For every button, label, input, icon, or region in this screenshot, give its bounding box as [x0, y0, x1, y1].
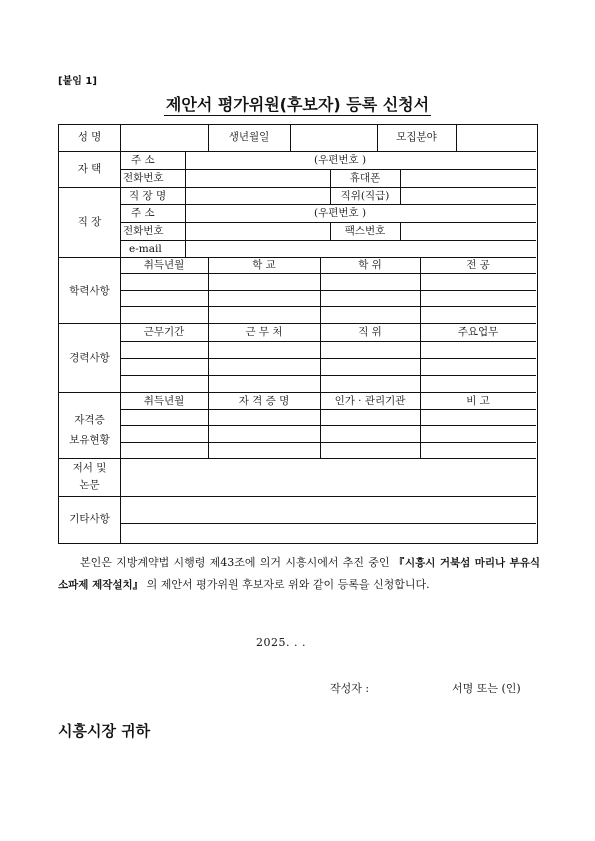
career-workplace-header: 근 무 처: [245, 326, 283, 338]
work-zip-code[interactable]: (우편번호 ): [314, 207, 367, 219]
birth-field[interactable]: [290, 125, 377, 151]
position-label: 직위(직급): [340, 190, 390, 202]
cert-note-header: 비 고: [466, 395, 490, 407]
work-label: 직 장: [77, 216, 102, 228]
cert-name-header: 자 격 증 명: [238, 395, 290, 407]
email-label: e-mail: [129, 243, 162, 255]
career-label: 경력사항: [69, 352, 110, 364]
company-label: 직 장 명: [129, 190, 167, 202]
career-position-header: 직 위: [358, 326, 382, 338]
edu-school-header: 학 교: [252, 259, 276, 271]
home-zip-code[interactable]: (우편번호 ): [314, 154, 367, 166]
signature-label: 서명 또는 (인): [452, 682, 521, 695]
education-label: 학력사항: [69, 285, 110, 297]
edu-year-header: 취득년월: [143, 259, 185, 271]
home-label: 자 택: [77, 163, 102, 175]
name-field[interactable]: [120, 125, 208, 151]
field-input[interactable]: [456, 125, 536, 151]
work-address-label: 주 소: [131, 207, 155, 219]
field-label: 모집분야: [396, 131, 437, 143]
publications-label-line1: 저서 및: [72, 462, 107, 474]
cert-label-line2: 보유현황: [69, 434, 110, 446]
application-form-table: [58, 124, 538, 544]
mobile-label: 휴대폰: [349, 172, 381, 184]
date-line: 2025. . .: [256, 636, 306, 649]
publications-label-line2: 논문: [79, 479, 100, 491]
career-duty-header: 주요업무: [457, 326, 499, 338]
work-phone-label: 전화번호: [123, 225, 164, 237]
other-label: 기타사항: [69, 513, 110, 525]
name-label: 성 명: [77, 131, 102, 143]
cert-agency-header: 인가 · 관리기관: [334, 395, 406, 407]
edu-degree-header: 학 위: [358, 259, 382, 271]
project-name: 『시흥시 거북섬 마리나 부유식 소파제 제작설치』: [58, 557, 540, 591]
attachment-label: [붙임 1]: [58, 76, 97, 87]
statement-paragraph: 본인은 지방계약법 시행령 제43조에 의거 시흥시에서 추진 중인 『시흥시 거북섬 마리나 부유식 소파제 제작설치』 의 제안서 평가위원 후보자로 위와 같이 등록을 신청합니다.: [58, 556, 540, 591]
birth-label: 생년월일: [228, 131, 270, 143]
career-period-header: 근무기간: [143, 326, 185, 338]
addressee: 시흥시장 귀하: [58, 722, 151, 740]
edu-major-header: 전 공: [466, 259, 490, 271]
cert-label-line1: 자격증: [74, 414, 105, 426]
fax-label: 팩스번호: [344, 225, 386, 237]
home-phone-label: 전화번호: [123, 172, 164, 184]
document-title: 제안서 평가위원(후보자) 등록 신청서: [165, 95, 430, 114]
author-label: 작성자 :: [330, 682, 370, 695]
home-address-label: 주 소: [131, 154, 155, 166]
cert-year-header: 취득년월: [143, 395, 185, 407]
